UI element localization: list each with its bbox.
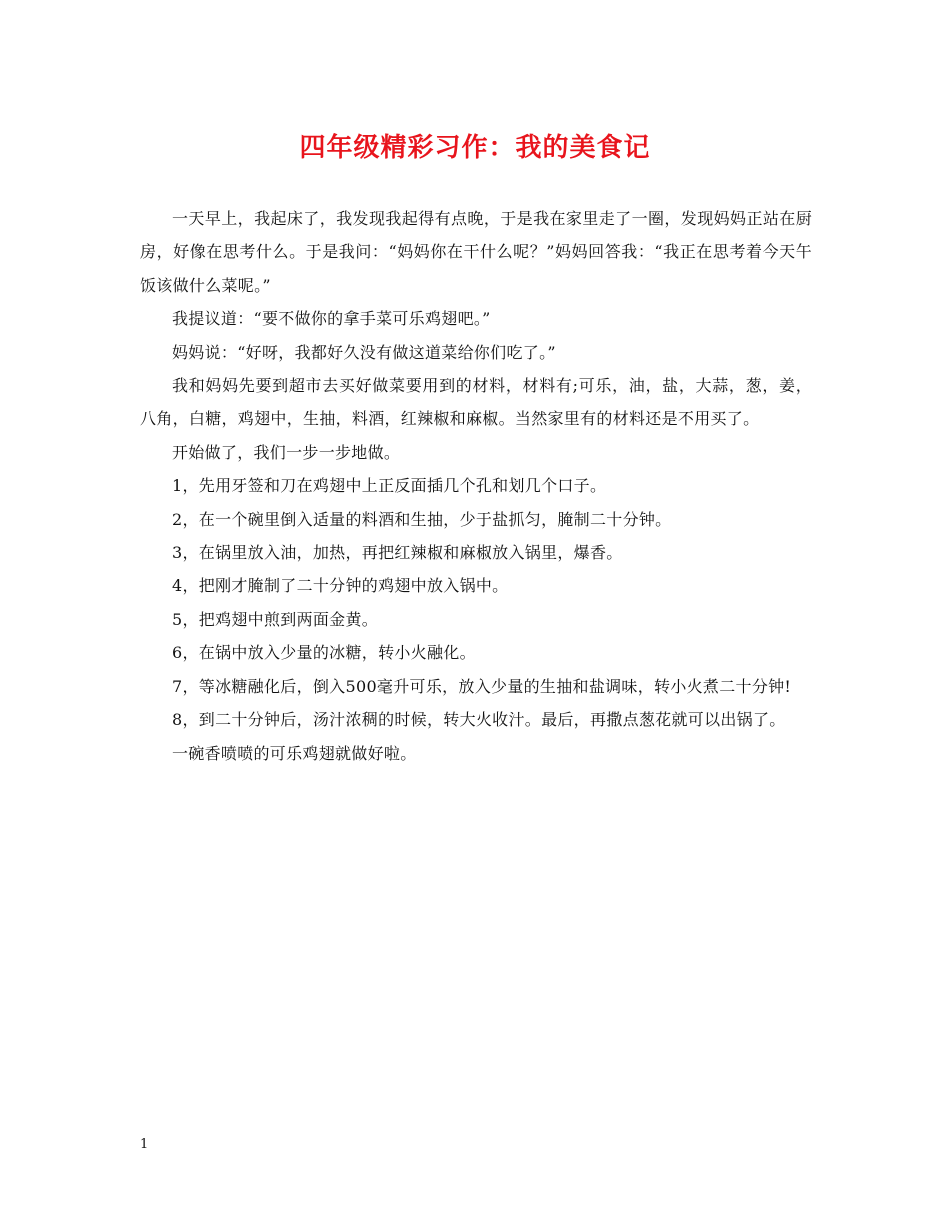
step-paragraph: 4，把刚才腌制了二十分钟的鸡翅中放入锅中。 [172,576,509,596]
page-number: 1 [140,1137,149,1152]
step-paragraph: 6，在锅中放入少量的冰糖，转小火融化。 [172,643,476,663]
paragraph: 一天早上，我起床了，我发现我起得有点晚，于是我在家里走了一圈，发现妈妈正站在厨房，好像在思考什么。于是我问：“妈妈你在干什么呢？”妈妈回答我：“我正在思考着今天午饭该做什么菜呢。” [140,209,812,295]
paragraph: 开始做了，我们一步一步地做。 [172,442,401,462]
paragraph: 妈妈说：“好呀，我都好久没有做这道菜给你们吃了。” [172,342,556,362]
step-paragraph: 1，先用牙签和刀在鸡翅中上正反面插几个孔和划几个口子。 [172,476,607,496]
step-paragraph: 3，在锅里放入油，加热，再把红辣椒和麻椒放入锅里，爆香。 [172,543,623,563]
document-title: 四年级精彩习作：我的美食记 [299,133,651,163]
step-paragraph: 8，到二十分钟后，汤汁浓稠的时候，转大火收汁。最后，再撒点葱花就可以出锅了。 [172,710,786,730]
paragraph: 我和妈妈先要到超市去买好做菜要用到的材料，材料有;可乐，油，盐，大蒜，葱，姜，八角，白糖，鸡翅中，生抽，料酒，红辣椒和麻椒。当然家里有的材料还是不用买了。 [140,376,812,429]
step-paragraph: 2，在一个碗里倒入适量的料酒和生抽，少于盐抓匀，腌制二十分钟。 [172,509,672,529]
document-body [140,202,812,770]
paragraph: 一碗香喷喷的可乐鸡翅就做好啦。 [172,743,417,763]
paragraph: 我提议道：“要不做你的拿手菜可乐鸡翅吧。” [172,309,491,329]
step-paragraph: 7，等冰糖融化后，倒入500毫升可乐，放入少量的生抽和盐调味，转小火煮二十分钟! [172,676,792,696]
step-paragraph: 5，把鸡翅中煎到两面金黄。 [172,609,379,629]
